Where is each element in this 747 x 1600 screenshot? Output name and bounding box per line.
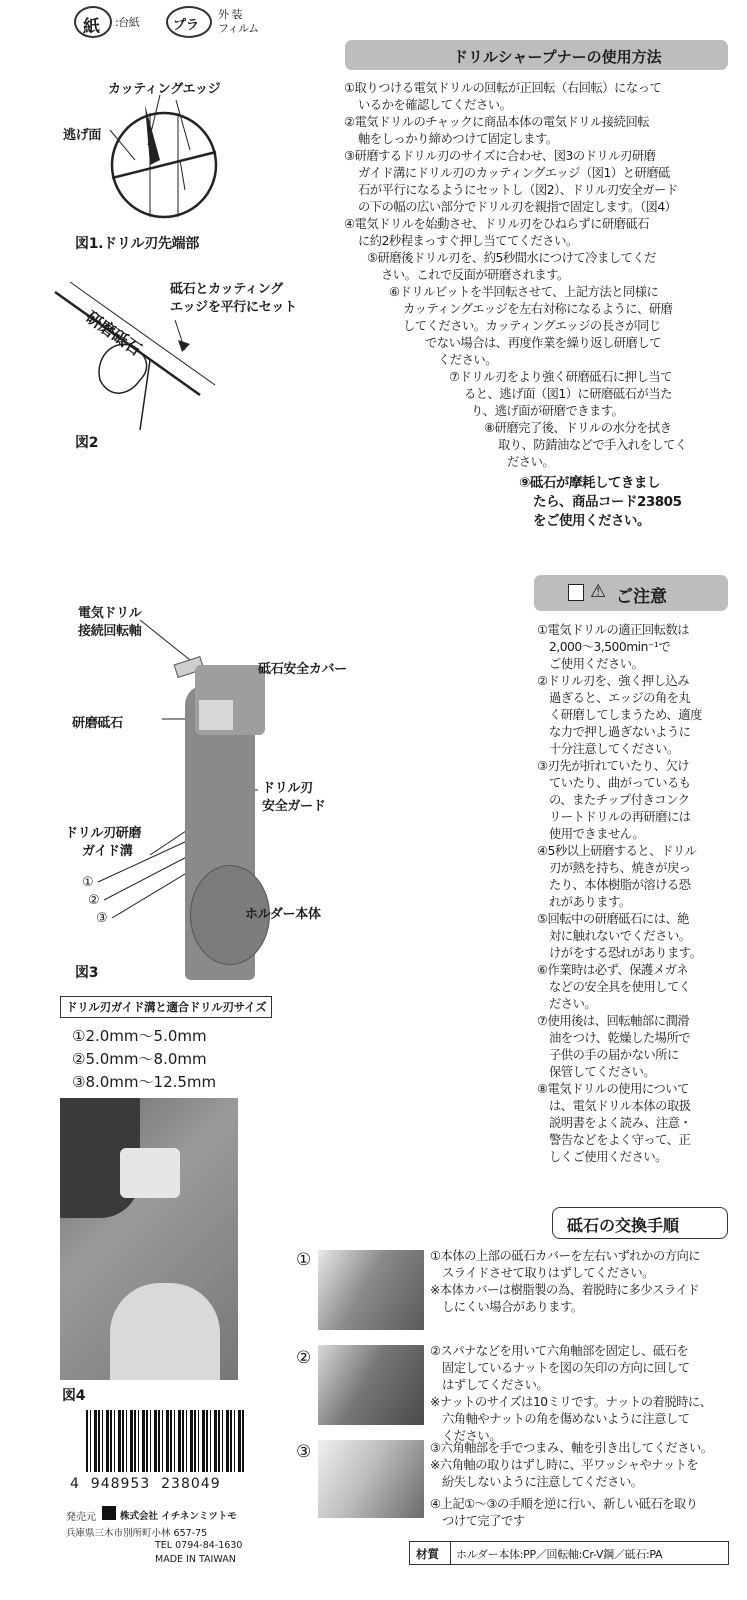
fig3-product-image <box>185 645 270 980</box>
caution-line: ご使用ください。 <box>549 657 644 671</box>
vendor-company: 株式会社 イチネンミツトモ <box>120 1511 237 1522</box>
replace-final <box>430 1496 698 1530</box>
fig3-stone-label: 研磨砥石 <box>72 716 123 731</box>
paper-label: :台紙 <box>115 16 140 29</box>
caution-line: ④5秒以上研磨すると、ドリル <box>537 844 697 858</box>
step2-number: ② <box>296 1348 312 1368</box>
size-item-2: ②5.0mm〜8.0mm <box>72 1050 207 1068</box>
caution-line: ⑦使用後は、回転軸部に潤滑 <box>537 1014 690 1028</box>
usage-line: ⑦ドリル刃をより強く研磨砥石に押し当て <box>449 370 672 384</box>
fig3-guard-2: 安全ガード <box>262 799 326 814</box>
caution-line: は、電気ドリル本体の取扱 <box>549 1099 691 1113</box>
fig4-stone <box>120 1148 180 1198</box>
usage-line: ②電気ドリルのチャックに商品本体の電気ドリル接続回転 <box>344 115 650 129</box>
fig2-note-2: エッジを平行にセット <box>170 300 297 315</box>
step-line: ②スパナなどを用いて六角軸部を固定し、砥石を <box>430 1344 689 1358</box>
step-line: ③六角軸部を手でつまみ、軸を引き出してください。 <box>430 1441 713 1455</box>
material-box <box>409 1541 729 1565</box>
grinding-stone <box>199 700 233 730</box>
pla-mark-text: プラ <box>173 18 200 33</box>
fig3-number-2: ② <box>88 893 100 908</box>
usage-line: いるかを確認してください。 <box>358 98 512 112</box>
caution-header <box>534 575 728 611</box>
caution-line: 説明書をよく読み、注意・ <box>549 1116 692 1130</box>
usage-line: ⑤研磨後ドリル刃を、約5秒間水につけて冷ましてくだ <box>367 251 656 265</box>
step-line: はずしてください。 <box>442 1378 549 1392</box>
caution-line: けがをする恐れがあります。 <box>549 946 702 960</box>
fig4-photo <box>60 1098 238 1380</box>
usage-line: 石が平行になるようにセットし（図2）、ドリル刃安全ガード <box>358 183 678 197</box>
caution-line: 対に触れないでください。 <box>549 929 691 943</box>
fig3-drill-shaft-2: 接続回転軸 <box>78 624 142 639</box>
vendor-label: 発売元 <box>66 1512 96 1523</box>
replace-title: 砥石の交換手順 <box>567 1216 680 1235</box>
fig3-number-1: ① <box>82 875 94 890</box>
caution-line: の、またチップ付きコンク <box>549 793 690 807</box>
usage-line: 取り、防錆油などで手入れをしてく <box>498 438 687 452</box>
usage-bold-line: たら、商品コード23805 <box>533 494 682 510</box>
step-line: ※六角軸の取りはずし時に、平ワッシャやナットを <box>430 1458 699 1472</box>
step3-number: ③ <box>296 1442 312 1462</box>
caution-title: ご注意 <box>616 587 667 607</box>
size-table-title-box <box>60 996 272 1018</box>
usage-line: ⑥ドリルビットを半回転させて、上記方法と同様に <box>389 285 659 299</box>
fig2-caption: 図2 <box>75 435 99 451</box>
material-label: 材質 <box>416 1547 439 1561</box>
step-line: しにくい場合があります。 <box>442 1300 583 1314</box>
usage-line: り、逃げ面が研磨できます。 <box>471 404 624 418</box>
usage-line: ると、逃げ面（図1）に研磨砥石が当た <box>464 387 672 401</box>
usage-line: ⑧研磨完了後、ドリルの水分を拭き <box>484 421 672 435</box>
fig3-cover-label: 砥石安全カバー <box>258 662 347 677</box>
step-line: 固定しているナットを図の矢印の方向に回して <box>442 1361 690 1375</box>
step-line: ※ナットのサイズは10ミリです。ナットの着脱時に、 <box>430 1395 712 1409</box>
caution-line: 2,000〜3,500min⁻¹で <box>549 640 671 654</box>
fig1-cutting-edge-label: カッティングエッジ <box>108 82 221 97</box>
fig1-caption: 図1.ドリル刃先端部 <box>75 236 200 252</box>
fig3-number-3: ③ <box>96 911 108 926</box>
step-line: ※本体カバーは樹脂製の為、着脱時に多少スライド <box>430 1283 699 1297</box>
caution-line: ていたり、曲がっているも <box>549 776 691 790</box>
caution-line: な力で押し過ぎないように <box>549 725 691 739</box>
fig3-holder-label: ホルダー本体 <box>245 907 321 922</box>
caution-list <box>537 622 702 1166</box>
caution-line: 刃が熱を持ち、焼きが戻っ <box>549 861 691 875</box>
caution-line: ③刃先が折れていたり、欠け <box>537 759 690 773</box>
usage-bold-line: ⑨砥石が摩耗してきまし <box>519 475 660 491</box>
step1-photo <box>318 1250 424 1330</box>
usage-line: カッティングエッジを左右対称になるように、研磨 <box>403 302 673 316</box>
caution-line: ①電気ドリルの適正回転数は <box>537 623 690 637</box>
caution-line: リートドリルの再研磨には <box>549 810 691 824</box>
caution-line: ⑤回転中の研磨砥石には、絶 <box>537 912 690 926</box>
usage-line: ④電気ドリルを始動させ、ドリル刃をひねらずに研磨砥石 <box>344 217 650 231</box>
vendor-origin: MADE IN TAIWAN <box>155 1554 236 1565</box>
step-line: 紛失しないように注意してください。 <box>442 1475 643 1489</box>
fig4-caption: 図4 <box>62 1388 86 1404</box>
caution-line: しくご使用ください。 <box>549 1150 667 1164</box>
usage-line: ださい。 <box>507 455 555 469</box>
fig3-caption: 図3 <box>75 965 99 981</box>
caution-warning-icon: ⚠ <box>590 581 607 602</box>
step2-text <box>430 1343 712 1445</box>
usage-line: 軸をしっかり締めつけて固定します。 <box>358 132 558 146</box>
caution-line: ⑥作業時は必ず、保護メガネ <box>537 963 689 977</box>
fig3-guard-1: ドリル刃 <box>262 781 313 796</box>
usage-title: ドリルシャープナーの使用方法 <box>453 48 662 66</box>
caution-line: 子供の手の届かない所に <box>549 1048 679 1062</box>
caution-line: ②ドリル刃を、強く押し込み <box>537 674 690 688</box>
material-divider <box>450 1542 451 1564</box>
fig4-hand <box>110 1283 220 1380</box>
usage-line: ①取りつける電気ドリルの回転が正回転（右回転）になって <box>344 81 662 95</box>
usage-header <box>345 40 728 70</box>
barcode-digits: 4 948953 238049 <box>70 1476 221 1492</box>
caution-person-icon <box>568 584 584 601</box>
usage-line: でない場合は、再度作業を繰り返し研磨して <box>425 336 661 350</box>
step-line: ください。 <box>442 1429 501 1443</box>
size-item-1: ①2.0mm〜5.0mm <box>72 1027 207 1045</box>
caution-line: などの安全具を使用してく <box>549 980 691 994</box>
step2-photo <box>318 1345 424 1425</box>
usage-line: してください。カッティングエッジの長さが同じ <box>403 319 661 333</box>
step3-text <box>430 1440 713 1491</box>
pla-label-2: フィルム <box>218 22 259 35</box>
usage-line: に約2秒程まっすぐ押し当ててください。 <box>358 234 578 248</box>
pla-label-1: 外 装 <box>218 8 242 21</box>
vendor-logo <box>102 1506 116 1520</box>
step3-photo <box>318 1440 424 1518</box>
caution-line: 油をつけ、乾燥した場所で <box>549 1031 691 1045</box>
final-line: つけて完了です <box>442 1514 525 1528</box>
final-line: ④上記①〜③の手順を逆に行い、新しい砥石を取り <box>430 1497 698 1511</box>
caution-line: 過ぎると、エッジの角を丸 <box>549 691 691 705</box>
fig2-stone-label: 研磨砥石 <box>82 307 145 360</box>
fig3-groove-2: ガイド溝 <box>82 844 133 859</box>
step1-number: ① <box>296 1250 312 1270</box>
barcode <box>86 1410 246 1472</box>
step-line: スライドさせて取りはずしてください。 <box>442 1266 654 1280</box>
caution-line: く研磨してしまうため、適度 <box>549 708 702 722</box>
paper-mark-text: 紙 <box>83 17 100 37</box>
usage-line: さい。これで反面が研磨されます。 <box>381 268 569 282</box>
usage-line: ガイド溝にドリル刃のカッティングエッジ（図1）と研磨砥 <box>358 166 670 180</box>
caution-line: 使用できません。 <box>549 827 645 841</box>
step-line: 六角軸やナットの角を傷めないように注意して <box>442 1412 690 1426</box>
replace-header <box>552 1207 728 1239</box>
caution-line: 保管してください。 <box>549 1065 656 1079</box>
step-line: ①本体の上部の砥石カバーを左右いずれかの方向に <box>430 1249 701 1263</box>
size-item-3: ③8.0mm〜12.5mm <box>72 1073 217 1091</box>
step1-text <box>430 1248 700 1316</box>
fig3-drill-shaft-1: 電気ドリル <box>78 606 142 621</box>
fig1-relief-label: 逃げ面 <box>63 128 102 143</box>
fig2-note-1: 砥石とカッティング <box>170 282 283 297</box>
usage-line: ください。 <box>438 353 497 367</box>
material-value: ホルダー本体:PP／回転軸:Cr-V鋼／砥石:PA <box>456 1548 663 1561</box>
caution-line: 警告などをよく守って、正 <box>549 1133 691 1147</box>
caution-line: れがあります。 <box>549 895 631 909</box>
caution-line: 十分注意してください。 <box>549 742 679 756</box>
usage-line: の下の幅の広い部分でドリル刃を親指で固定します。（図4） <box>358 200 677 214</box>
usage-line: ③研磨するドリル刃のサイズに合わせ、図3のドリル刃研磨 <box>344 149 656 163</box>
caution-line: たり、本体樹脂が溶ける恐 <box>549 878 691 892</box>
usage-bold-line: をご使用ください。 <box>533 513 650 529</box>
fig3-groove-1: ドリル刃研磨 <box>65 826 142 841</box>
caution-line: ださい。 <box>549 997 597 1011</box>
vendor-tel: TEL 0794-84-1630 <box>155 1540 243 1551</box>
caution-line: ⑧電気ドリルの使用について <box>537 1082 689 1096</box>
size-table-title: ドリル刃ガイド溝と適合ドリル刃サイズ <box>66 1000 267 1014</box>
vendor-address: 兵庫県三木市別所町小林 657-75 <box>66 1528 208 1539</box>
